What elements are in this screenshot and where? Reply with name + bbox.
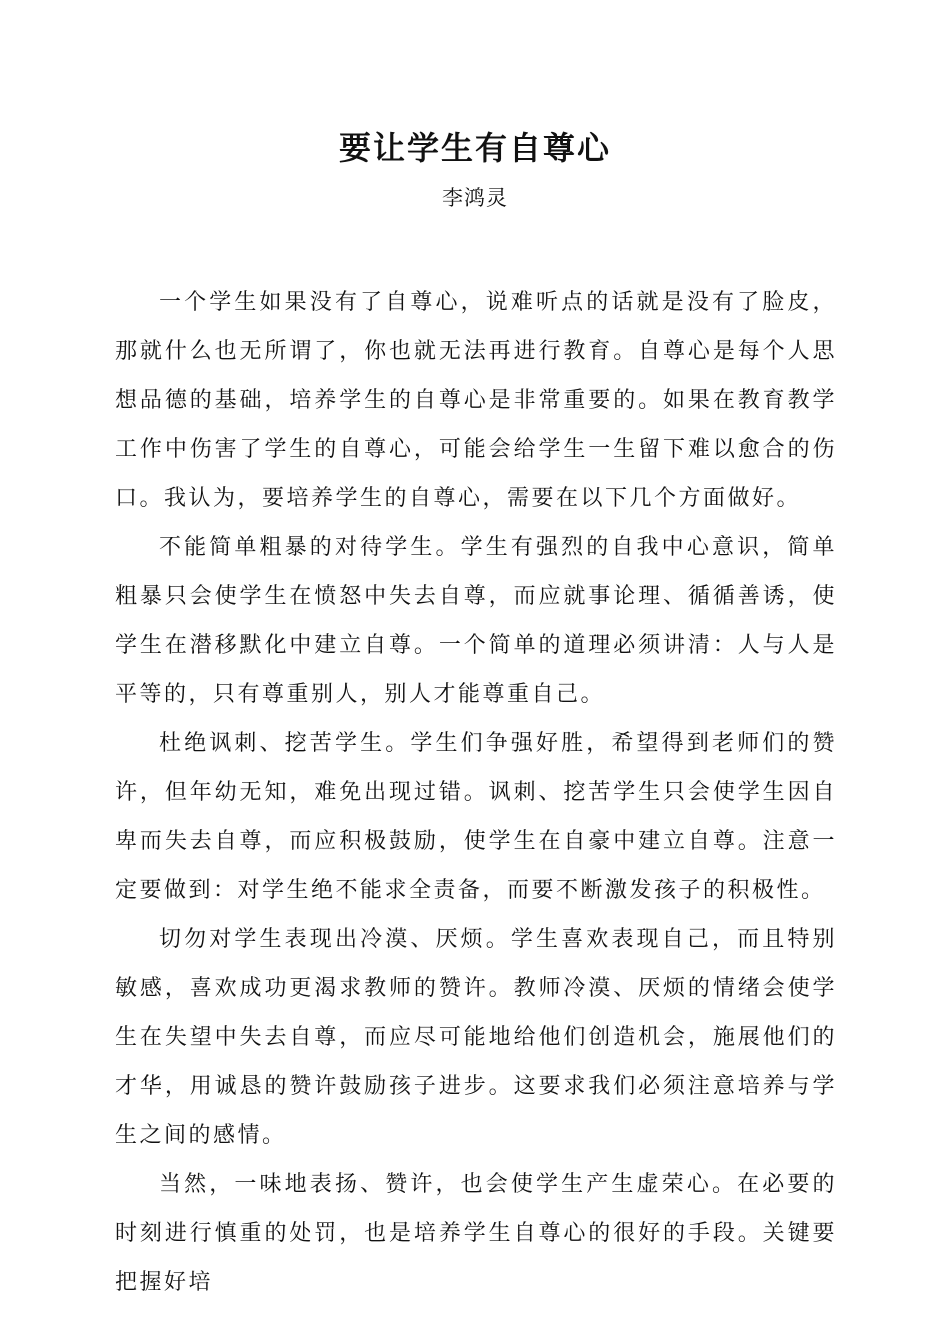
paragraph-5: 当然，一味地表扬、赞许，也会使学生产生虚荣心。在必要的时刻进行慎重的处罚，也是培养学生自尊心的很好的手段。关键要把握好培 — [115, 1172, 837, 1295]
document-body — [115, 278, 837, 1307]
document-author: 李鸿灵 — [442, 186, 508, 210]
paragraph-4: 切勿对学生表现出冷漠、厌烦。学生喜欢表现自己，而且特别敏感，喜欢成功更渴求教师的赞许。教师冷漠、厌烦的情绪会使学生在失望中失去自尊，而应尽可能地给他们创造机会，施展他们的才华，用诚恳的赞许鼓励孩子进步。这要求我们必须注意培养与学生之间的感情。 — [115, 927, 837, 1148]
paragraph-1: 一个学生如果没有了自尊心，说难听点的话就是没有了脸皮，那就什么也无所谓了，你也就无法再进行教育。自尊心是每个人思想品德的基础，培养学生的自尊心是非常重要的。如果在教育教学工作中伤害了学生的自尊心，可能会给学生一生留下难以愈合的伤口。我认为，要培养学生的自尊心，需要在以下几个方面做好。 — [115, 290, 837, 511]
paragraph-3: 杜绝讽刺、挖苦学生。学生们争强好胜，希望得到老师们的赞许，但年幼无知，难免出现过错。讽刺、挖苦学生只会使学生因自卑而失去自尊，而应积极鼓励，使学生在自豪中建立自尊。注意一定要做到：对学生绝不能求全责备，而要不断激发孩子的积极性。 — [115, 731, 837, 903]
document-title: 要让学生有自尊心 — [338, 129, 611, 167]
paragraph-2: 不能简单粗暴的对待学生。学生有强烈的自我中心意识，简单粗暴只会使学生在愤怒中失去自尊，而应就事论理、循循善诱，使学生在潜移默化中建立自尊。一个简单的道理必须讲清：人与人是平等的，只有尊重别人，别人才能尊重自己。 — [115, 535, 837, 707]
